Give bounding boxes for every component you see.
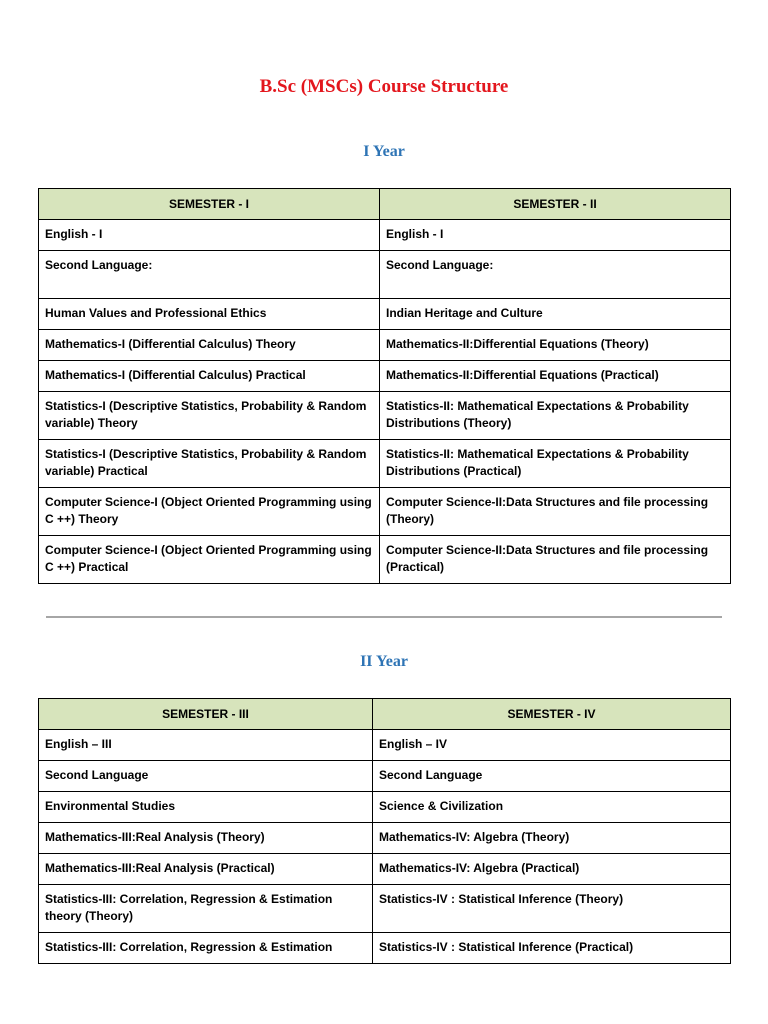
- table-row: [39, 488, 731, 536]
- year-1-course-table: [38, 188, 731, 584]
- table-cell: Mathematics-III:Real Analysis (Theory): [39, 823, 373, 854]
- table-cell: Statistics-III: Correlation, Regression & Estimation: [39, 933, 373, 964]
- table-row: [39, 730, 731, 761]
- semester-2-header: SEMESTER - II: [380, 189, 731, 220]
- table-cell: Mathematics-II:Differential Equations (Theory): [380, 330, 731, 361]
- table-cell: Statistics-IV : Statistical Inference (Theory): [373, 885, 731, 933]
- table-cell: Mathematics-IV: Algebra (Practical): [373, 854, 731, 885]
- table-cell: Computer Science-I (Object Oriented Programming using C ++) Practical: [39, 536, 380, 584]
- table-cell: Mathematics-I (Differential Calculus) Practical: [39, 361, 380, 392]
- table-cell: Indian Heritage and Culture: [380, 299, 731, 330]
- table-cell: English – IV: [373, 730, 731, 761]
- semester-3-header: SEMESTER - III: [39, 699, 373, 730]
- table-row: [39, 299, 731, 330]
- table-cell: Statistics-I (Descriptive Statistics, Probability & Random variable) Practical: [39, 440, 380, 488]
- year-1-heading: I Year: [363, 143, 405, 160]
- table-row: [39, 792, 731, 823]
- table-cell: Statistics-II: Mathematical Expectations & Probability Distributions (Practical): [380, 440, 731, 488]
- table-cell: Statistics-III: Correlation, Regression & Estimation theory (Theory): [39, 885, 373, 933]
- table-row: [39, 536, 731, 584]
- table-row: [39, 440, 731, 488]
- table-row: [39, 823, 731, 854]
- table-header-row: [39, 189, 731, 220]
- year-2-heading: II Year: [360, 653, 408, 670]
- semester-1-header: SEMESTER - I: [39, 189, 380, 220]
- table-cell: Environmental Studies: [39, 792, 373, 823]
- table-cell: Statistics-IV : Statistical Inference (Practical): [373, 933, 731, 964]
- table-row: [39, 392, 731, 440]
- table-row: [39, 854, 731, 885]
- table-cell: Mathematics-III:Real Analysis (Practical): [39, 854, 373, 885]
- table-cell: Statistics-II: Mathematical Expectations & Probability Distributions (Theory): [380, 392, 731, 440]
- table-row: [39, 885, 731, 933]
- table-row: [39, 251, 731, 299]
- table-cell: Mathematics-I (Differential Calculus) Theory: [39, 330, 380, 361]
- table-cell: Science & Civilization: [373, 792, 731, 823]
- year-2-course-table: [38, 698, 731, 964]
- table-cell: Second Language: [39, 761, 373, 792]
- table-cell: Computer Science-II:Data Structures and file processing (Theory): [380, 488, 731, 536]
- table-cell: Computer Science-I (Object Oriented Programming using C ++) Theory: [39, 488, 380, 536]
- page-title: B.Sc (MSCs) Course Structure: [259, 76, 509, 97]
- table-cell: English – III: [39, 730, 373, 761]
- table-row: [39, 761, 731, 792]
- table-cell: Second Language:: [380, 251, 731, 299]
- table-cell: Mathematics-IV: Algebra (Theory): [373, 823, 731, 854]
- table-row: [39, 220, 731, 251]
- table-row: [39, 330, 731, 361]
- semester-4-header: SEMESTER - IV: [373, 699, 731, 730]
- table-cell: Statistics-I (Descriptive Statistics, Probability & Random variable) Theory: [39, 392, 380, 440]
- table-cell: Second Language: [373, 761, 731, 792]
- table-cell: English - I: [380, 220, 731, 251]
- table-row: [39, 933, 731, 964]
- table-cell: Computer Science-II:Data Structures and file processing (Practical): [380, 536, 731, 584]
- table-cell: English - I: [39, 220, 380, 251]
- table-cell: Second Language:: [39, 251, 380, 299]
- table-row: [39, 361, 731, 392]
- table-cell: Mathematics-II:Differential Equations (Practical): [380, 361, 731, 392]
- section-divider: [46, 616, 722, 618]
- table-header-row: [39, 699, 731, 730]
- table-cell: Human Values and Professional Ethics: [39, 299, 380, 330]
